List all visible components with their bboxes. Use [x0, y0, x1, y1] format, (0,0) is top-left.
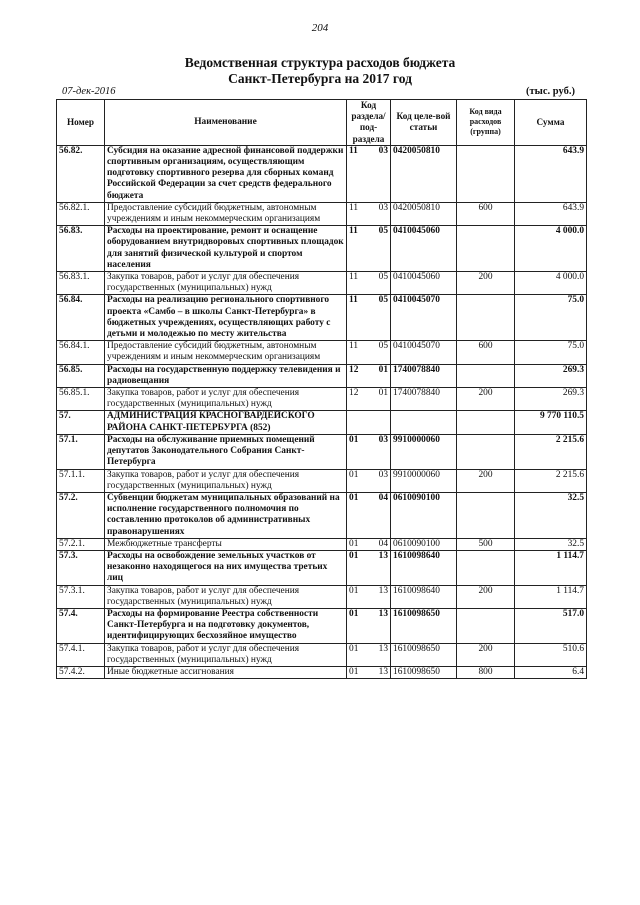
- table-row: [57, 666, 587, 678]
- row-section: [347, 469, 391, 492]
- row-sum: 1 114.7: [515, 585, 587, 608]
- row-section: [347, 550, 391, 585]
- row-article: 1610098650: [391, 608, 457, 643]
- table-body: [57, 145, 587, 678]
- row-section: [347, 202, 391, 225]
- budget-table: [56, 99, 587, 679]
- row-article: 1740078840: [391, 388, 457, 411]
- row-section: [347, 585, 391, 608]
- row-section: [347, 341, 391, 364]
- table-header-row: [57, 100, 587, 146]
- row-section: [347, 272, 391, 295]
- row-number: 57.4.1.: [57, 643, 105, 666]
- row-sum: 32.5: [515, 538, 587, 550]
- row-subsection-code: 03: [378, 202, 388, 213]
- row-subsection-code: 04: [378, 538, 388, 549]
- row-expense-type: 200: [457, 585, 515, 608]
- title-line-2: Санкт-Петербурга на 2017 год: [228, 71, 412, 86]
- row-expense-type: [457, 145, 515, 202]
- row-article: 0410045070: [391, 341, 457, 364]
- row-number: 57.3.1.: [57, 585, 105, 608]
- row-sum: 2 215.6: [515, 434, 587, 469]
- row-section: [347, 411, 391, 434]
- row-article: 0410045060: [391, 272, 457, 295]
- header-type: Код вида расходов (группа): [457, 100, 515, 146]
- row-number: 57.4.2.: [57, 666, 105, 678]
- row-article: 1740078840: [391, 364, 457, 387]
- table-row: [57, 492, 587, 538]
- row-subsection-code: 03: [378, 434, 388, 445]
- header-number: Номер: [57, 100, 105, 146]
- row-number: 57.1.1.: [57, 469, 105, 492]
- row-article: 1610098640: [391, 585, 457, 608]
- row-expense-type: 600: [457, 341, 515, 364]
- row-section-code: 11: [349, 341, 359, 352]
- row-number: 57.: [57, 411, 105, 434]
- table-row: [57, 272, 587, 295]
- row-expense-type: 600: [457, 202, 515, 225]
- row-name: Субвенции бюджетам муниципальных образований на исполнение государственного полномочия по составлению протоколов об административных правонарушениях: [105, 492, 347, 538]
- row-subsection-code: 13: [378, 643, 388, 654]
- row-section-code: 11: [349, 295, 358, 306]
- row-sum: 1 114.7: [515, 550, 587, 585]
- row-sum: 2 215.6: [515, 469, 587, 492]
- row-subsection-code: 05: [378, 295, 388, 306]
- row-name: Предоставление субсидий бюджетным, автономным учреждениям и иным некоммерческим организациям: [105, 341, 347, 364]
- row-sum: 75.0: [515, 341, 587, 364]
- row-section: [347, 666, 391, 678]
- row-subsection-code: 01: [378, 364, 388, 375]
- row-expense-type: [457, 550, 515, 585]
- table-row: [57, 643, 587, 666]
- title-line-1: Ведомственная структура расходов бюджета: [184, 55, 456, 70]
- row-name: Закупка товаров, работ и услуг для обеспечения государственных (муниципальных) нужд: [105, 643, 347, 666]
- row-section-code: 01: [349, 666, 359, 677]
- row-expense-type: [457, 411, 515, 434]
- row-number: 57.3.: [57, 550, 105, 585]
- row-subsection-code: 13: [378, 608, 388, 619]
- row-number: 56.83.: [57, 226, 105, 272]
- table-row: [57, 550, 587, 585]
- row-section-code: 01: [349, 434, 359, 445]
- table-row: [57, 434, 587, 469]
- row-name: Расходы на освобождение земельных участков от незаконно находящегося на них имущества третьих лиц: [105, 550, 347, 585]
- table-row: [57, 411, 587, 434]
- table-row: [57, 145, 587, 202]
- row-name: Предоставление субсидий бюджетным, автономным учреждениям и иным некоммерческим организациям: [105, 202, 347, 225]
- table-row: [57, 202, 587, 225]
- row-section-code: 11: [349, 272, 359, 283]
- row-section-code: 01: [349, 643, 359, 654]
- row-name: Расходы на проектирование, ремонт и оснащение оборудованием внутридворовых спортивных площадок для занятий физической культурой и спортом населения: [105, 226, 347, 272]
- row-number: 56.85.1.: [57, 388, 105, 411]
- units-label: (тыс. руб.): [526, 86, 575, 97]
- row-sum: 4 000.0: [515, 272, 587, 295]
- row-expense-type: 200: [457, 388, 515, 411]
- row-sum: 269.3: [515, 388, 587, 411]
- row-section-code: 01: [349, 538, 359, 549]
- row-name: Субсидия на оказание адресной финансовой поддержки спортивным организациям, осуществляющим подготовку спортивного резерва для сборных команд Российской Федерации за счет средств федерального бюджета: [105, 145, 347, 202]
- row-name: Межбюджетные трансферты: [105, 538, 347, 550]
- row-name: Расходы на формирование Реестра собственности Санкт-Петербурга и на подготовку документов, идентифицирующих бесхозяйное имущество: [105, 608, 347, 643]
- row-section-code: 11: [349, 145, 358, 156]
- row-expense-type: 800: [457, 666, 515, 678]
- row-subsection-code: 13: [378, 585, 388, 596]
- row-section: [347, 388, 391, 411]
- row-article: 0610090100: [391, 492, 457, 538]
- row-number: 56.82.1.: [57, 202, 105, 225]
- row-section: [347, 295, 391, 341]
- row-article: 9910000060: [391, 434, 457, 469]
- row-sum: 6.4: [515, 666, 587, 678]
- row-article: 1610098650: [391, 666, 457, 678]
- row-number: 57.2.: [57, 492, 105, 538]
- row-sum: 75.0: [515, 295, 587, 341]
- document-title: [0, 55, 640, 87]
- row-number: 56.84.1.: [57, 341, 105, 364]
- row-article: 1610098650: [391, 643, 457, 666]
- row-expense-type: [457, 364, 515, 387]
- row-name: Закупка товаров, работ и услуг для обеспечения государственных (муниципальных) нужд: [105, 272, 347, 295]
- table-row: [57, 341, 587, 364]
- row-sum: 643.9: [515, 145, 587, 202]
- row-article: 0610090100: [391, 538, 457, 550]
- document-date: 07-дек-2016: [62, 86, 116, 97]
- row-number: 56.83.1.: [57, 272, 105, 295]
- row-section-code: 01: [349, 469, 359, 480]
- table-row: [57, 364, 587, 387]
- row-section: [347, 434, 391, 469]
- row-article: 0420050810: [391, 145, 457, 202]
- row-subsection-code: 13: [378, 666, 388, 677]
- row-number: 56.84.: [57, 295, 105, 341]
- row-sum: 9 770 110.5: [515, 411, 587, 434]
- row-section-code: 11: [349, 202, 359, 213]
- row-article: 1610098640: [391, 550, 457, 585]
- row-expense-type: [457, 492, 515, 538]
- row-name: Закупка товаров, работ и услуг для обеспечения государственных (муниципальных) нужд: [105, 388, 347, 411]
- row-section-code: 01: [349, 585, 359, 596]
- header-name: Наименование: [105, 100, 347, 146]
- table-row: [57, 585, 587, 608]
- row-article: 9910000060: [391, 469, 457, 492]
- row-section: [347, 608, 391, 643]
- row-section: [347, 643, 391, 666]
- row-section: [347, 538, 391, 550]
- row-subsection-code: 13: [378, 550, 388, 561]
- row-number: 57.4.: [57, 608, 105, 643]
- row-name: Расходы на реализацию регионального спортивного проекта «Самбо – в школы Санкт-Петербурга» в бюджетных учреждениях, осуществляющих работу с детьми и молодежью по месту жительства: [105, 295, 347, 341]
- row-article: 0410045060: [391, 226, 457, 272]
- row-number: 56.82.: [57, 145, 105, 202]
- row-expense-type: 200: [457, 469, 515, 492]
- table-row: [57, 469, 587, 492]
- row-expense-type: [457, 295, 515, 341]
- row-subsection-code: 05: [378, 341, 388, 352]
- table-row: [57, 388, 587, 411]
- row-section-code: 12: [349, 388, 359, 399]
- row-section: [347, 226, 391, 272]
- row-subsection-code: 04: [378, 492, 388, 503]
- header-article: Код целе-вой статьи: [391, 100, 457, 146]
- row-name: АДМИНИСТРАЦИЯ КРАСНОГВАРДЕЙСКОГО РАЙОНА САНКТ-ПЕТЕРБУРГА (852): [105, 411, 347, 434]
- row-expense-type: [457, 434, 515, 469]
- header-sum: Сумма: [515, 100, 587, 146]
- row-section-code: 01: [349, 550, 359, 561]
- row-sum: 32.5: [515, 492, 587, 538]
- row-sum: 4 000.0: [515, 226, 587, 272]
- row-section-code: 01: [349, 492, 359, 503]
- row-subsection-code: 03: [378, 145, 388, 156]
- table-row: [57, 295, 587, 341]
- table-row: [57, 538, 587, 550]
- row-expense-type: 500: [457, 538, 515, 550]
- row-name: Расходы на государственную поддержку телевидения и радиовещания: [105, 364, 347, 387]
- row-sum: 510.6: [515, 643, 587, 666]
- row-subsection-code: 05: [378, 226, 388, 237]
- row-subsection-code: 05: [378, 272, 388, 283]
- row-sum: 269.3: [515, 364, 587, 387]
- row-name: Закупка товаров, работ и услуг для обеспечения государственных (муниципальных) нужд: [105, 585, 347, 608]
- table-row: [57, 608, 587, 643]
- row-name: Иные бюджетные ассигнования: [105, 666, 347, 678]
- row-name: Расходы на обслуживание приемных помещений депутатов Законодательного Собрания Санкт-Петербурга: [105, 434, 347, 469]
- row-sum: 643.9: [515, 202, 587, 225]
- row-subsection-code: 01: [378, 388, 388, 399]
- page-number: 204: [311, 22, 329, 34]
- row-number: 56.85.: [57, 364, 105, 387]
- row-section-code: 01: [349, 608, 359, 619]
- row-section-code: 12: [349, 364, 359, 375]
- row-section: [347, 364, 391, 387]
- row-expense-type: [457, 226, 515, 272]
- row-subsection-code: 03: [378, 469, 388, 480]
- row-article: 0420050810: [391, 202, 457, 225]
- row-expense-type: [457, 608, 515, 643]
- row-article: [391, 411, 457, 434]
- row-number: 57.1.: [57, 434, 105, 469]
- row-section: [347, 492, 391, 538]
- table-row: [57, 226, 587, 272]
- row-sum: 517.0: [515, 608, 587, 643]
- row-section-code: 11: [349, 226, 358, 237]
- row-section: [347, 145, 391, 202]
- row-number: 57.2.1.: [57, 538, 105, 550]
- row-article: 0410045070: [391, 295, 457, 341]
- row-name: Закупка товаров, работ и услуг для обеспечения государственных (муниципальных) нужд: [105, 469, 347, 492]
- row-expense-type: 200: [457, 643, 515, 666]
- row-expense-type: 200: [457, 272, 515, 295]
- header-section: Код раздела/ под-раздела: [347, 100, 391, 146]
